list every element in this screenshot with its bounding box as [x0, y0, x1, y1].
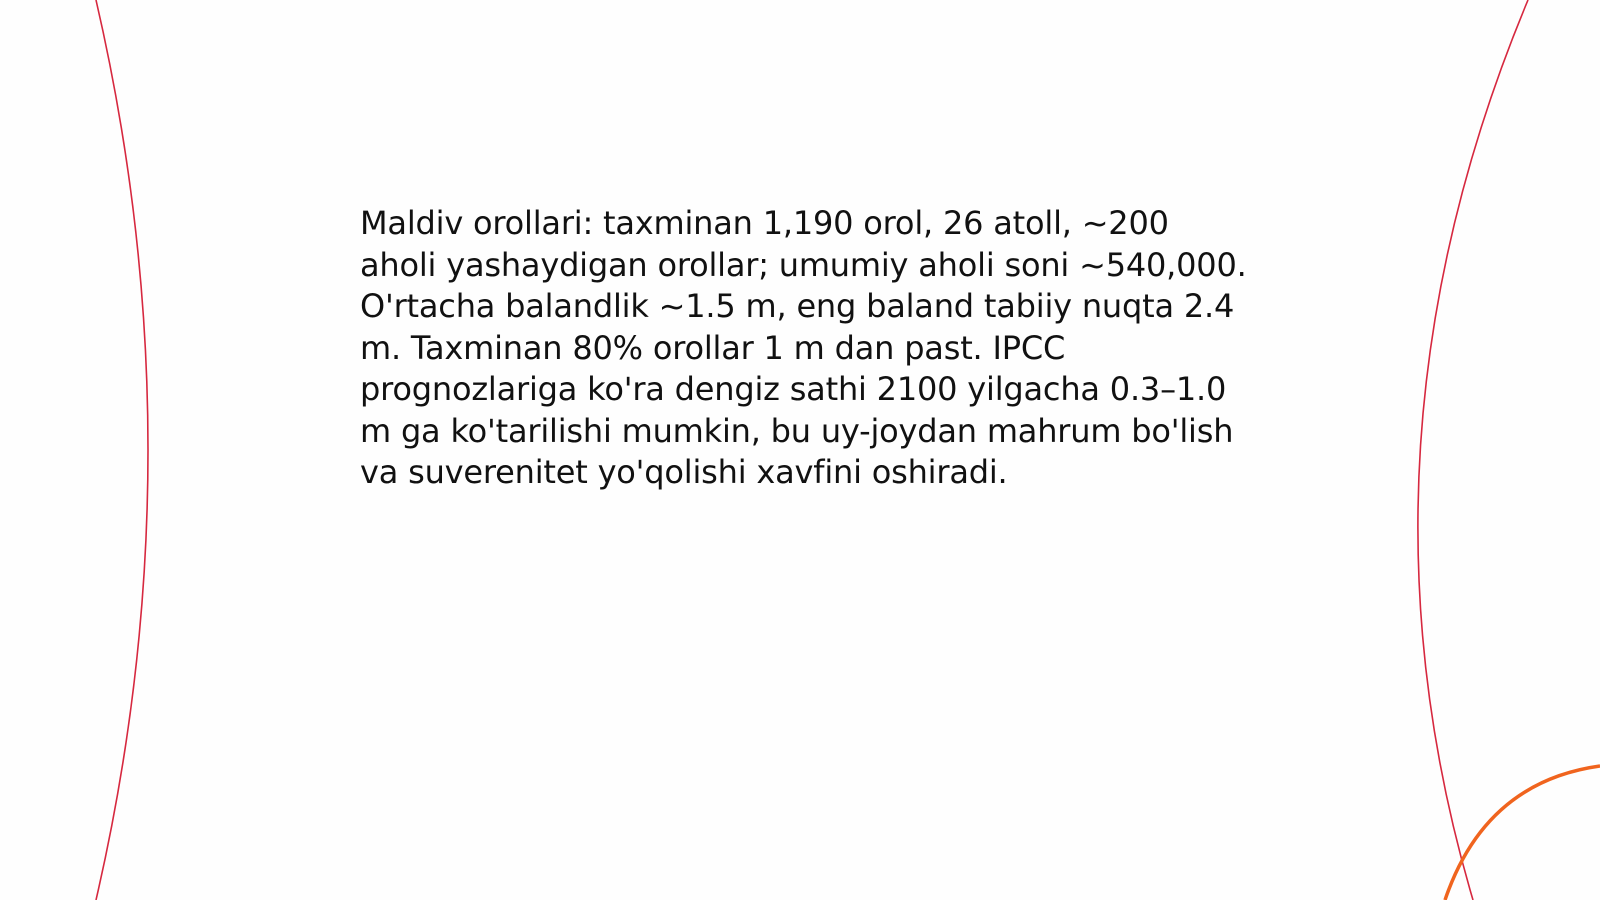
orange-accent-arc — [1445, 766, 1600, 900]
body-paragraph: Maldiv orollari: taxminan 1,190 orol, 26 atoll, ~200 aholi yashaydigan orollar; umumiy aholi soni ~540,000. O'rtacha balandlik ~1.5 m, eng baland tabiiy nuqta 2.4 m. Taxminan 80% orollar 1 m dan past. IPCC prognozlariga ko'ra dengiz sathi 2100 yilgacha 0.3–1.0 m ga ko'tarilishi mumkin, bu uy-joydan mahrum bo'lish va suverenitet yo'qolishi xavfini oshiradi. — [360, 204, 1247, 491]
right-curve-line — [1418, 0, 1528, 900]
left-curve-line — [96, 0, 148, 900]
